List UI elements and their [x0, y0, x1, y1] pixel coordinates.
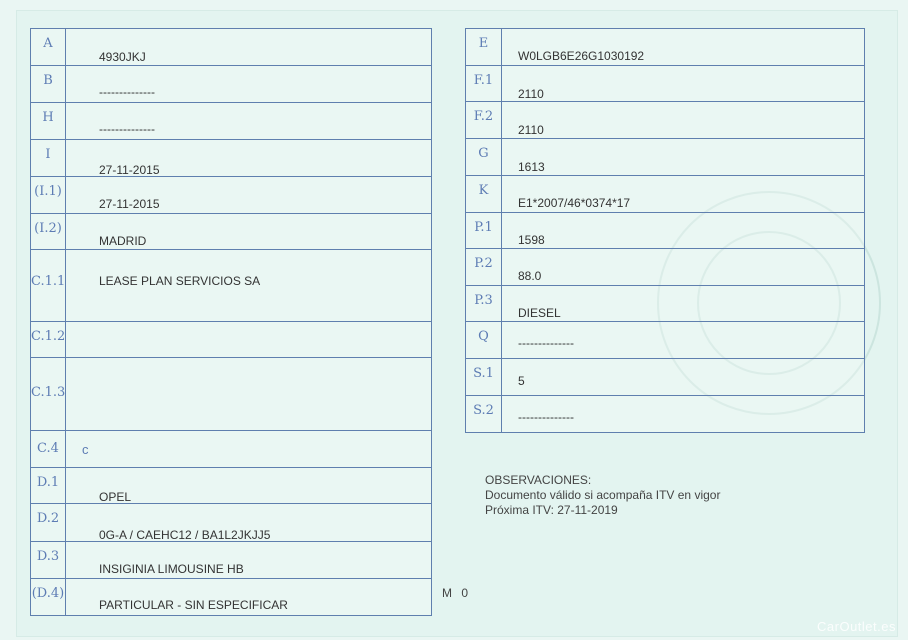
table-row: [31, 250, 431, 322]
observations-title: OBSERVACIONES:: [485, 473, 592, 487]
field-code: S.1: [466, 359, 502, 395]
table-row: [466, 322, 864, 359]
observations-block: [485, 473, 720, 518]
field-value: 88.0: [518, 269, 542, 283]
field-value: INSIGINIA LIMOUSINE HB: [99, 562, 244, 576]
site-watermark: CarOutlet.es: [817, 619, 896, 634]
field-code: D.2: [31, 504, 66, 541]
field-code: (D.4): [31, 579, 66, 615]
field-code: D.1: [31, 468, 66, 503]
table-row: [31, 177, 431, 214]
table-row: [31, 66, 431, 103]
field-code: G: [466, 139, 502, 175]
table-row: [31, 140, 431, 177]
field-code: C.1.1: [31, 250, 66, 321]
field-value: c: [82, 442, 89, 457]
field-code: P.1: [466, 213, 502, 248]
table-row: [31, 431, 431, 468]
field-value: 0G-A / CAEHC12 / BA1L2JKJJ5: [99, 528, 271, 542]
field-value: 1613: [518, 160, 545, 174]
field-value: 4930JKJ: [99, 50, 146, 64]
table-row: [31, 358, 431, 431]
table-row: [466, 249, 864, 286]
field-value: DIESEL: [518, 306, 561, 320]
field-code: B: [31, 66, 66, 102]
field-value: LEASE PLAN SERVICIOS SA: [99, 274, 261, 288]
field-value: 5: [518, 374, 525, 388]
table-row: [466, 213, 864, 249]
m0-mark: M 0: [442, 586, 472, 600]
field-value: PARTICULAR - SIN ESPECIFICAR: [99, 598, 288, 612]
field-code: S.2: [466, 396, 502, 432]
table-row: [466, 29, 864, 66]
field-code: K: [466, 176, 502, 212]
table-row: [466, 359, 864, 396]
field-code: F.2: [466, 102, 502, 138]
table-row: [466, 286, 864, 322]
table-row: [31, 214, 431, 250]
field-value: --------------: [518, 336, 574, 350]
table-row: [466, 102, 864, 139]
table-row: [466, 66, 864, 102]
field-code: C.4: [31, 431, 66, 467]
observations-line: Próxima ITV: 27-11-2019: [485, 503, 618, 517]
table-row: [31, 542, 431, 579]
left-fields-table: [30, 28, 432, 616]
field-value: 27-11-2015: [99, 163, 160, 177]
right-fields-table: [465, 28, 865, 433]
field-value: --------------: [518, 410, 574, 424]
field-code: C.1.3: [31, 358, 66, 430]
field-code: D.3: [31, 542, 66, 578]
table-row: [31, 579, 431, 615]
field-value: W0LGB6E26G1030192: [518, 49, 645, 63]
field-code: E: [466, 29, 502, 65]
field-code: P.3: [466, 286, 502, 321]
table-row: [466, 139, 864, 176]
field-value: 2110: [518, 87, 544, 101]
table-row: [31, 29, 431, 66]
field-code: I: [31, 140, 66, 176]
field-code: C.1.2: [31, 322, 66, 357]
table-row: [466, 176, 864, 213]
field-code: (I.2): [31, 214, 66, 249]
field-value: OPEL: [99, 490, 132, 504]
field-value: 27-11-2015: [99, 197, 160, 211]
field-value: E1*2007/46*0374*17: [518, 196, 631, 210]
field-code: F.1: [466, 66, 502, 101]
observations-line: Documento válido si acompaña ITV en vigor: [485, 488, 721, 502]
field-value: MADRID: [99, 234, 147, 248]
field-value: --------------: [99, 85, 155, 99]
table-row: [466, 396, 864, 432]
field-code: H: [31, 103, 66, 139]
table-row: [31, 322, 431, 358]
field-code: Q: [466, 322, 502, 358]
table-row: [31, 504, 431, 542]
field-code: A: [31, 29, 66, 65]
field-code: (I.1): [31, 177, 66, 213]
field-value: 1598: [518, 233, 545, 247]
field-code: P.2: [466, 249, 502, 285]
field-value: --------------: [99, 122, 155, 136]
field-value: 2110: [518, 123, 544, 137]
table-row: [31, 468, 431, 504]
table-row: [31, 103, 431, 140]
